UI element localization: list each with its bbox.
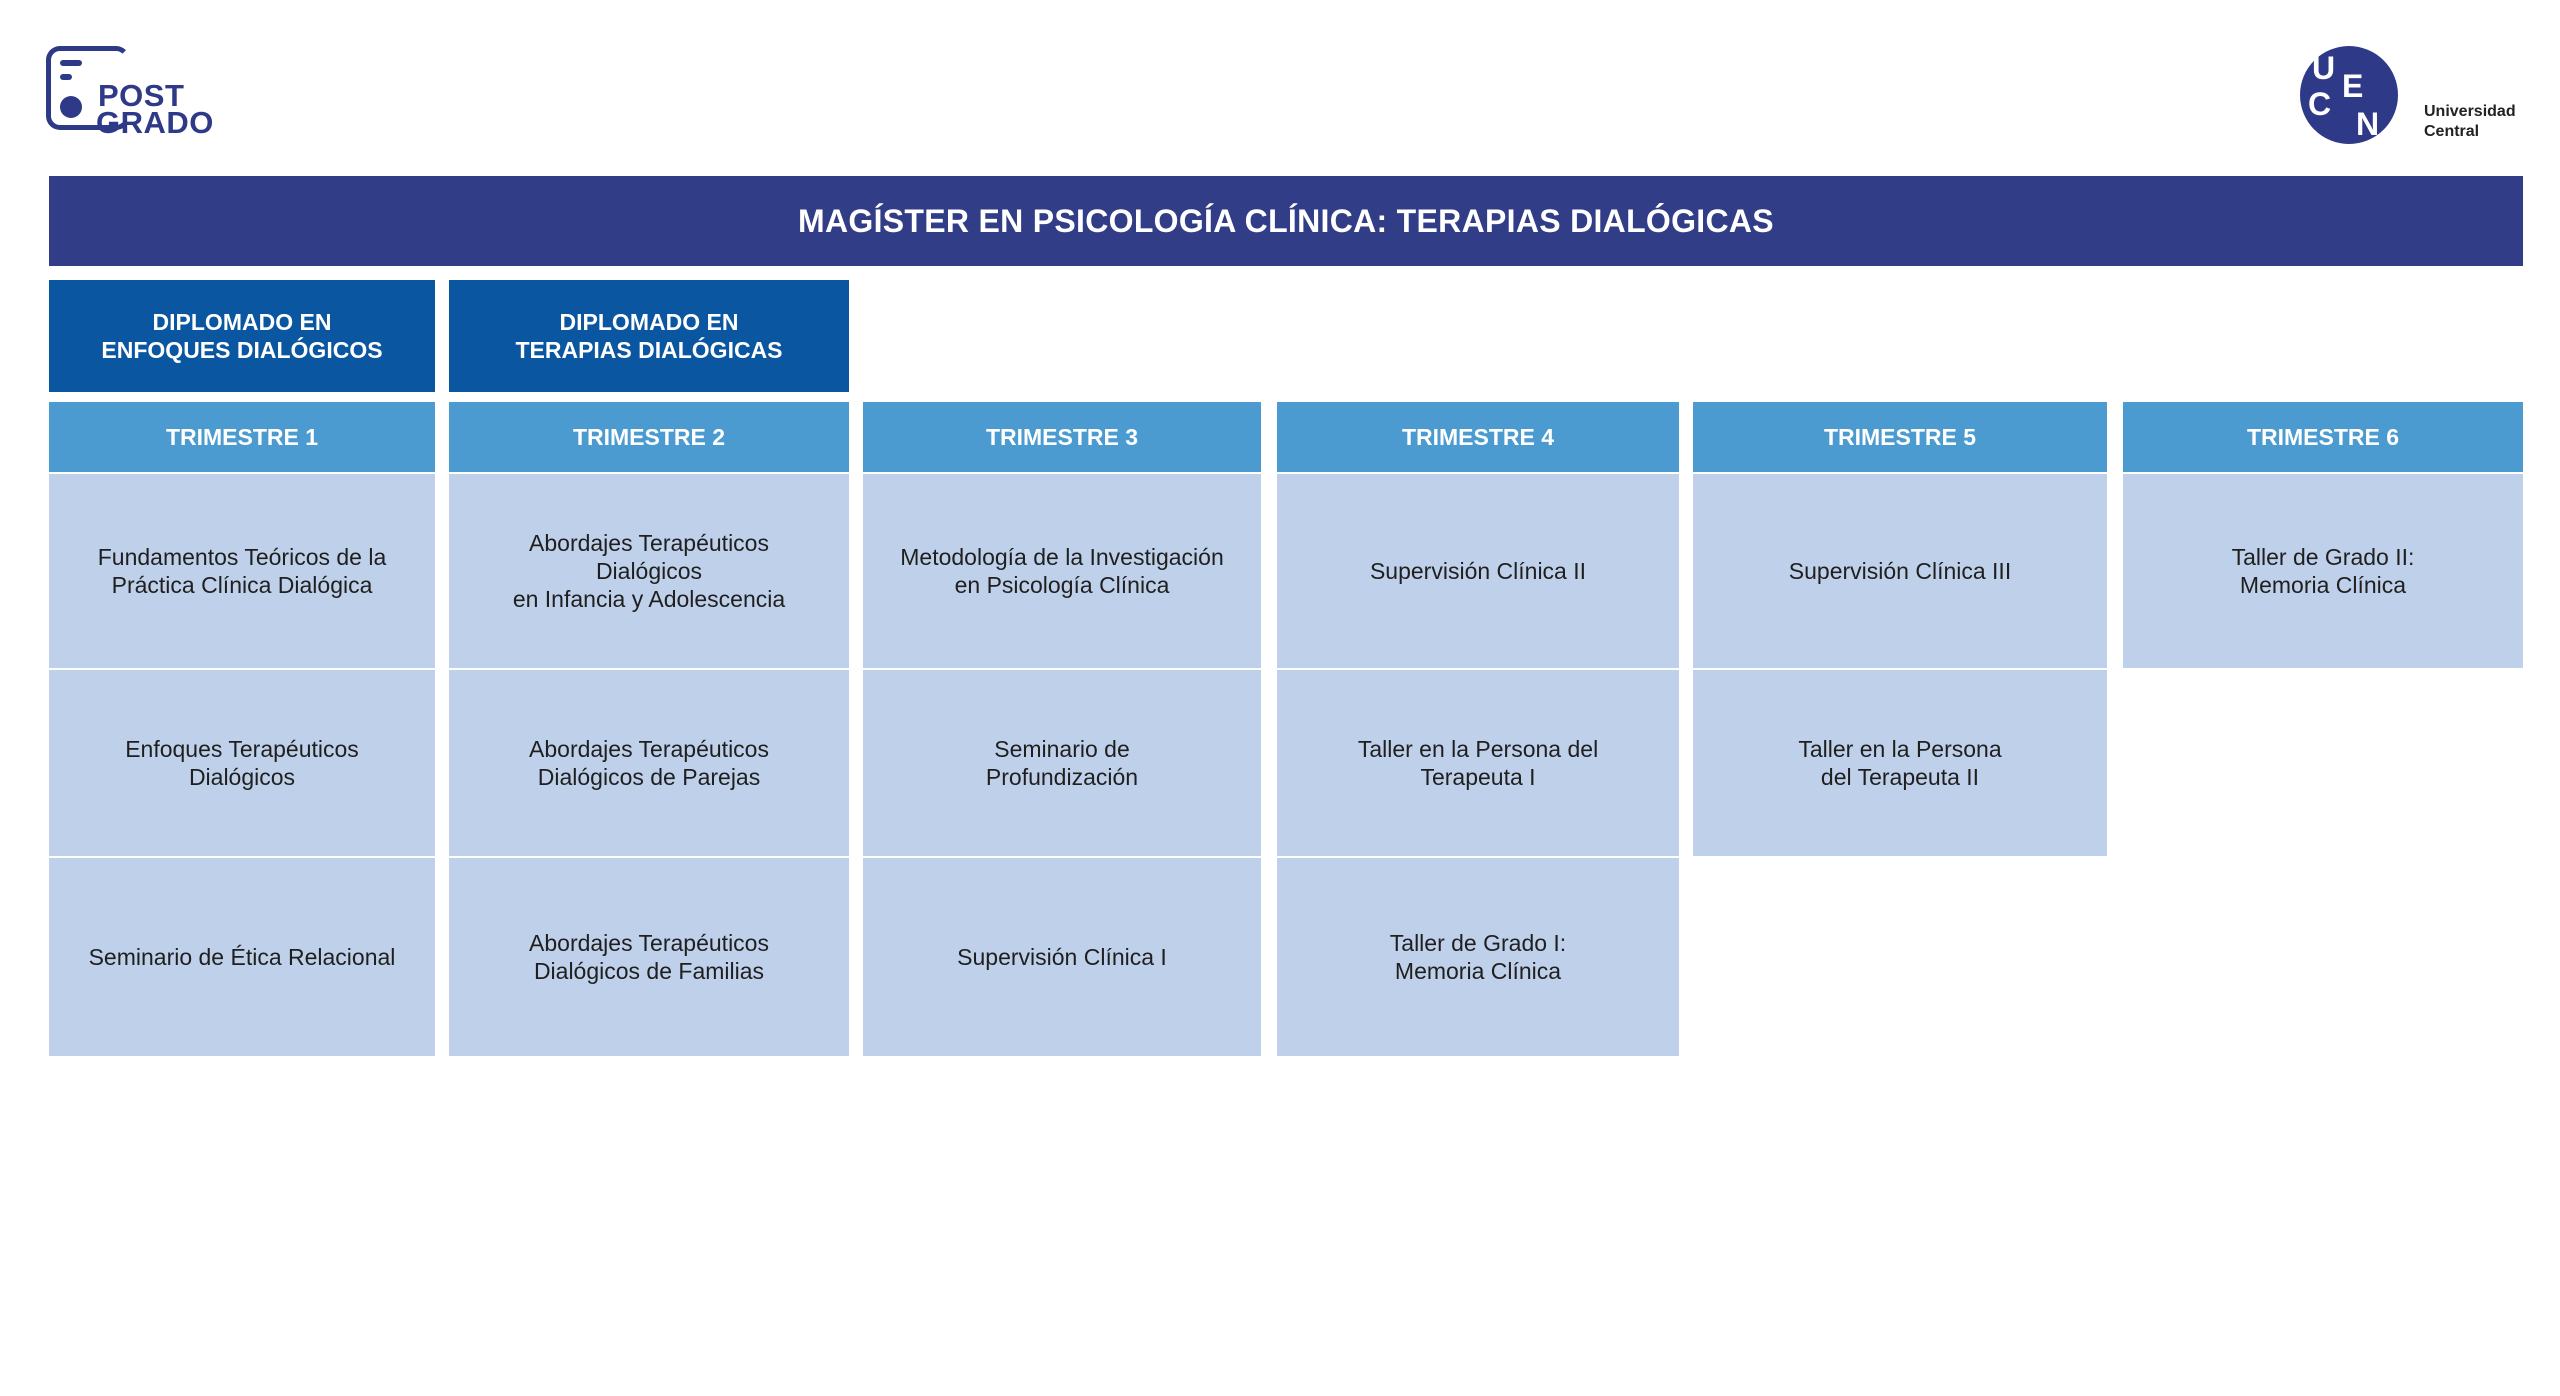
trimestre-5-header: TRIMESTRE 5 — [1693, 402, 2107, 472]
course-cell: Abordajes Terapéuticos Dialógicos de Familias — [449, 858, 849, 1056]
course-cell: Taller de Grado II: Memoria Clínica — [2123, 474, 2523, 668]
logo-text-post: POST — [98, 78, 185, 113]
course-cell: Metodología de la Investigación en Psicología Clínica — [863, 474, 1261, 668]
postgrado-logo — [46, 46, 226, 142]
globe-icon — [60, 96, 82, 118]
course-cell: Abordajes Terapéuticos Dialógicos en Infancia y Adolescencia — [449, 474, 849, 668]
course-cell: Seminario de Ética Relacional — [49, 858, 435, 1056]
ucen-letter: C — [2308, 86, 2332, 122]
trimestre-4-header: TRIMESTRE 4 — [1277, 402, 1679, 472]
course-cell: Seminario de Profundización — [863, 670, 1261, 856]
page-title: MAGÍSTER EN PSICOLOGÍA CLÍNICA: TERAPIAS DIALÓGICAS — [49, 176, 2523, 266]
diplomado-1: DIPLOMADO EN ENFOQUES DIALÓGICOS — [49, 280, 435, 392]
course-cell: Supervisión Clínica III — [1693, 474, 2107, 668]
course-cell: Enfoques Terapéuticos Dialógicos — [49, 670, 435, 856]
ucen-letter: E — [2342, 68, 2364, 104]
university-name: Universidad Central — [2424, 103, 2516, 140]
trimestre-6-header: TRIMESTRE 6 — [2123, 402, 2523, 472]
ucen-logo — [2300, 46, 2540, 146]
logo-line-icon — [60, 74, 72, 80]
course-cell: Fundamentos Teóricos de la Práctica Clínica Dialógica — [49, 474, 435, 668]
ucen-circle-icon — [2300, 46, 2398, 144]
course-cell: Taller en la Persona del Terapeuta I — [1277, 670, 1679, 856]
course-cell: Supervisión Clínica I — [863, 858, 1261, 1056]
trimestre-1-header: TRIMESTRE 1 — [49, 402, 435, 472]
course-cell: Taller en la Persona del Terapeuta II — [1693, 670, 2107, 856]
ucen-letter: U — [2312, 50, 2336, 86]
course-cell: Supervisión Clínica II — [1277, 474, 1679, 668]
diplomado-2: DIPLOMADO EN TERAPIAS DIALÓGICAS — [449, 280, 849, 392]
trimestre-2-header: TRIMESTRE 2 — [449, 402, 849, 472]
course-cell: Taller de Grado I: Memoria Clínica — [1277, 858, 1679, 1056]
logo-line-icon — [60, 60, 82, 66]
ucen-letter: N — [2356, 106, 2380, 142]
course-cell: Abordajes Terapéuticos Dialógicos de Parejas — [449, 670, 849, 856]
logo-text-grado: GRADO — [96, 105, 214, 140]
trimestre-3-header: TRIMESTRE 3 — [863, 402, 1261, 472]
